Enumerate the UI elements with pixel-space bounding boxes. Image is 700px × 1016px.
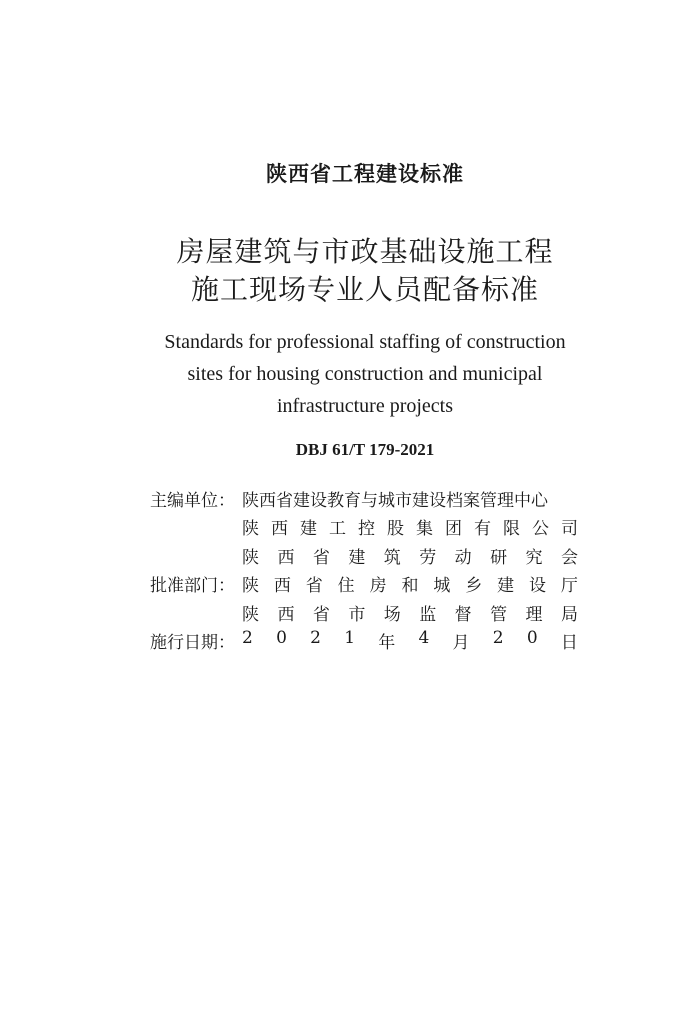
value-char: 究 (525, 547, 543, 568)
editor-value (242, 514, 590, 539)
value-char: 住 (337, 576, 355, 597)
value-char: 陕 (242, 547, 259, 568)
value-char: 建 (348, 547, 366, 568)
value-char: 省 (312, 604, 330, 625)
value-char: 会 (560, 547, 578, 568)
value-char: 4 (418, 628, 430, 649)
value-char: 公 (532, 519, 549, 540)
value-char: 股 (387, 519, 404, 540)
value-char: 动 (454, 547, 472, 568)
value-char: 西 (277, 604, 295, 625)
value-char: 工 (329, 519, 346, 540)
approver-row (150, 598, 590, 627)
value-char: 团 (445, 519, 462, 540)
value-char: 月 (452, 633, 470, 654)
value-char: 陕 (242, 576, 259, 597)
value-char: 有 (474, 519, 491, 540)
value-char: 房 (369, 576, 387, 597)
value-char: 日 (560, 633, 578, 654)
value-char: 局 (560, 604, 578, 625)
value-char: 省 (312, 547, 330, 568)
editor-row (150, 541, 590, 570)
editor-row (150, 513, 590, 542)
value-char: 设 (529, 576, 547, 597)
english-title-line-2: sites for housing construction and municipal (187, 363, 543, 385)
value-char: 2 (492, 628, 504, 649)
value-char: 乡 (465, 576, 483, 597)
approver-label: 批准部门： (150, 576, 235, 597)
value-char: 厅 (560, 576, 578, 597)
value-char: 西 (273, 576, 291, 597)
editor-value: 陕西省建设教育与城市建设档案管理中心 (242, 490, 548, 511)
approver-value (242, 600, 590, 625)
approver-row (150, 570, 590, 599)
value-char: 陕 (242, 604, 259, 625)
value-char: 研 (490, 547, 508, 568)
value-char: 省 (305, 576, 323, 597)
value-char: 督 (454, 604, 472, 625)
value-char: 市 (348, 604, 366, 625)
value-char: 司 (561, 519, 578, 540)
value-char: 管 (490, 604, 508, 625)
effective-date (242, 628, 590, 653)
info-block (150, 484, 590, 655)
value-char: 控 (358, 519, 375, 540)
value-char: 集 (416, 519, 433, 540)
value-char: 限 (503, 519, 520, 540)
value-char: 0 (526, 628, 538, 649)
chinese-title-line-1: 房屋建筑与市政基础设施工程 (176, 235, 554, 268)
date-label: 施行日期： (150, 633, 235, 654)
value-char: 场 (383, 604, 401, 625)
value-char: 1 (344, 628, 356, 649)
value-char: 年 (378, 633, 396, 654)
series-title: 陕西省工程建设标准 (266, 162, 464, 186)
value-char: 劳 (419, 547, 437, 568)
editor-label: 主编单位： (150, 490, 235, 511)
editor-row (150, 484, 590, 513)
value-char: 监 (419, 604, 437, 625)
chinese-title-line-2: 施工现场专业人员配备标准 (190, 273, 539, 306)
value-char: 0 (276, 628, 287, 649)
date-row (150, 627, 590, 656)
value-char: 2 (310, 628, 321, 649)
english-title-line-1: Standards for professional staffing of construction (164, 331, 566, 353)
value-char: 陕 (242, 519, 259, 540)
standard-code: DBJ 61/T 179-2021 (295, 440, 435, 459)
value-char: 城 (433, 576, 451, 597)
value-char: 建 (300, 519, 317, 540)
value-char: 理 (525, 604, 543, 625)
value-char: 西 (271, 519, 288, 540)
english-title-line-3: infrastructure projects (276, 395, 454, 417)
editor-value (242, 543, 590, 568)
approver-value (242, 571, 590, 596)
value-char: 建 (497, 576, 515, 597)
value-char: 西 (277, 547, 295, 568)
value-char: 和 (401, 576, 419, 597)
value-char: 筑 (383, 547, 401, 568)
value-char: 2 (242, 628, 253, 649)
